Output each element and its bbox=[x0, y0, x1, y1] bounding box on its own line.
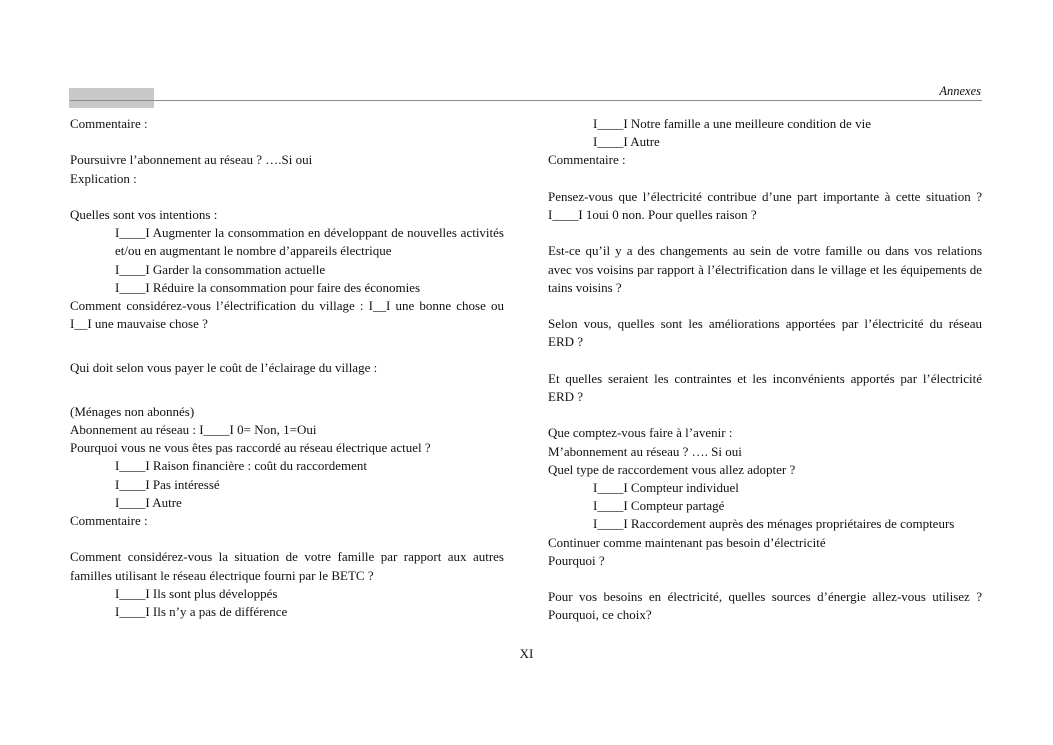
option-keep-consumption: I____I Garder la consommation actuelle bbox=[115, 261, 326, 277]
explanation-label: Explication : bbox=[70, 170, 137, 186]
comment-label: Commentaire : bbox=[70, 116, 148, 131]
spacer bbox=[70, 530, 504, 548]
question-why-not-connected: Pourquoi vous ne vous êtes pas raccordé au réseau électrique actuel ? bbox=[70, 440, 431, 456]
spacer bbox=[548, 352, 982, 370]
option-not-interested: I____I Pas intéressé bbox=[115, 476, 220, 492]
option-more-developed: I____I Ils sont plus développés bbox=[115, 585, 278, 601]
comment-label: Commentaire : bbox=[70, 513, 148, 529]
question-lighting-cost: Qui doit selon vous payer le coût de l’éclairage du village : bbox=[70, 359, 378, 375]
option-other: I____I Autre bbox=[593, 134, 660, 150]
question-improvements: Selon vous, quelles sont les améliorations apportées par l’électricité du réseau ERD ? bbox=[548, 316, 982, 350]
spacer bbox=[70, 133, 504, 151]
question-family-situation: Comment considérez-vous la situation de votre famille par rapport aux autres familles utilisant le réseau électrique fourni par le BETC ? bbox=[70, 549, 504, 583]
question-future-plans: Que comptez-vous faire à l’avenir : bbox=[548, 425, 733, 441]
section-non-subscribers: (Ménages non abonnés) bbox=[70, 403, 195, 419]
right-column bbox=[548, 115, 982, 625]
option-connection-meter-owners: I____I Raccordement auprès des ménages propriétaires de compteurs bbox=[593, 516, 955, 532]
spacer bbox=[548, 297, 982, 315]
spacer bbox=[548, 406, 982, 424]
option-no-difference: I____I Ils n’y a pas de différence bbox=[115, 604, 288, 620]
page-number: XI bbox=[519, 646, 534, 661]
option-continue-without: Continuer comme maintenant pas besoin d’électricité bbox=[548, 534, 826, 550]
option-financial-reason: I____I Raison financière : coût du raccordement bbox=[115, 458, 367, 474]
option-reduce-consumption: I____I Réduire la consommation pour faire des économies bbox=[115, 279, 421, 295]
why-label: Pourquoi ? bbox=[548, 552, 605, 568]
question-village-electrification: Comment considérez-vous l’électrification du village : I__I une bonne chose ou I__I une mauvaise chose ? bbox=[70, 298, 504, 332]
question-constraints: Et quelles seraient les contraintes et les inconvénients apportés par l’électricité ERD ? bbox=[548, 370, 982, 404]
section-header: Annexes bbox=[939, 84, 981, 98]
question-network-subscription: Abonnement au réseau : I____I 0= Non, 1=Oui bbox=[70, 422, 317, 437]
spacer bbox=[70, 377, 504, 403]
option-individual-meter: I____I Compteur individuel bbox=[593, 479, 739, 495]
option-increase-consumption: I____I Augmenter la consommation en développant de nouvelles activités et/ou en augmentant le nombre d’appareils électrique bbox=[115, 225, 504, 259]
spacer bbox=[548, 224, 982, 242]
option-subscription: M’abonnement au réseau ? …. Si oui bbox=[548, 443, 742, 459]
spacer bbox=[70, 333, 504, 351]
left-column bbox=[70, 115, 504, 621]
question-electricity-contribution: Pensez-vous que l’électricité contribue d’une part importante à cette situation ? I____I 1oui 0 non. Pour quelles raison ? bbox=[548, 188, 982, 222]
spacer bbox=[548, 170, 982, 188]
option-better-living-condition: I____I Notre famille a une meilleure condition de vie bbox=[593, 116, 871, 131]
question-intentions: Quelles sont vos intentions : bbox=[70, 206, 218, 222]
spacer bbox=[70, 188, 504, 206]
header-divider bbox=[70, 100, 982, 101]
option-shared-meter: I____I Compteur partagé bbox=[593, 498, 725, 514]
question-energy-sources: Pour vos besoins en électricité, quelles sources d’énergie allez-vous utilisez ? Pourquoi, ce choix? bbox=[548, 589, 982, 623]
question-connection-type: Quel type de raccordement vous allez adopter ? bbox=[548, 461, 796, 477]
header-tab-decoration bbox=[69, 88, 154, 108]
comment-label: Commentaire : bbox=[548, 152, 626, 168]
question-continue-subscription: Poursuivre l’abonnement au réseau ? ….Si oui bbox=[70, 152, 313, 168]
option-other: I____I Autre bbox=[115, 494, 182, 510]
question-family-changes: Est-ce qu’il y a des changements au sein de votre famille ou dans vos relations avec vos voisins par rapport à l’électrification dans le village et les équipements de tains voisins ? bbox=[548, 243, 982, 295]
spacer bbox=[548, 570, 982, 588]
